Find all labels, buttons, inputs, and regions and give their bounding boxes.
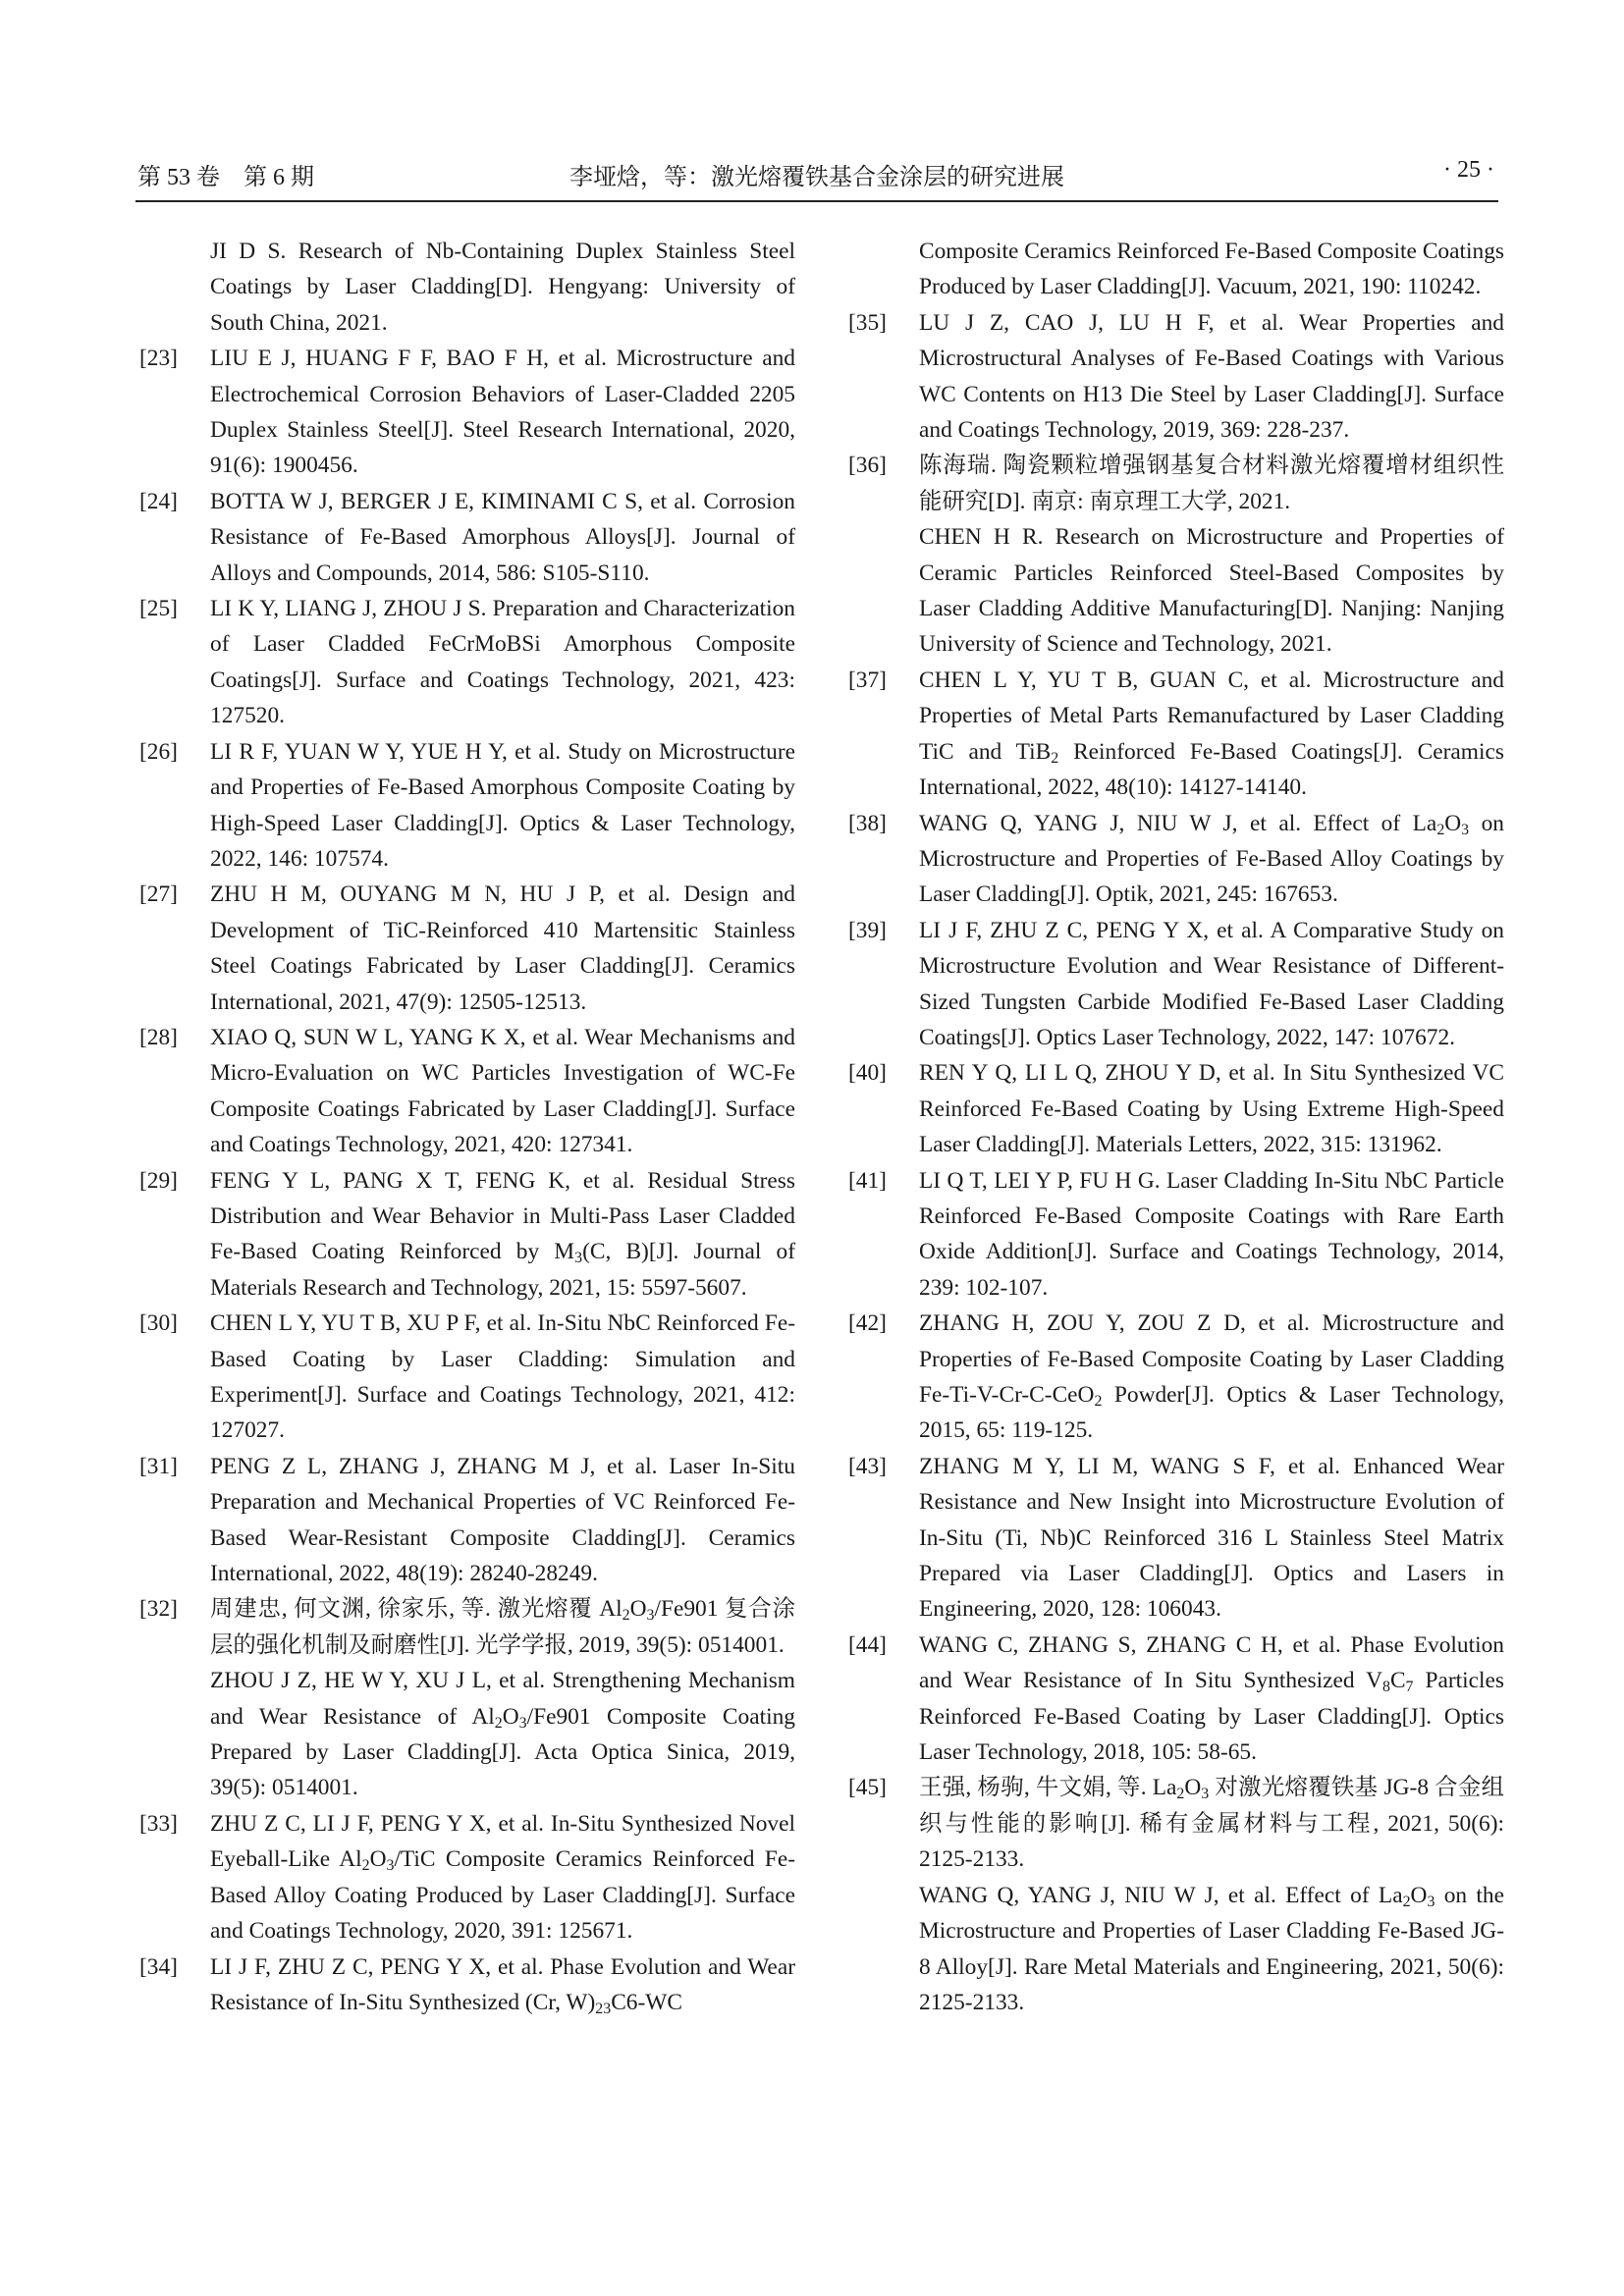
reference-text: [210, 341, 795, 484]
ref-text-run: XIAO Q, SUN W L, YANG K X, et al. Wear Mechanisms and Micro-Evaluation on WC Particles Investigation of WC-Fe Composite Coatings Fabricated by Laser Cladding[J]. Surface and Coatings Technology, 2021, 420: 127341.: [210, 1024, 795, 1158]
ref-text-run: LU J Z, CAO J, LU H F, et al. Wear Properties and Microstructural Analyses of Fe-Based Coatings with Various WC Contents on H13 Die Steel by Laser Cladding[J]. Surface and Coatings Technology, 2019, 369: 228-237.: [919, 309, 1504, 444]
ref-text-run: ZHANG M Y, LI M, WANG S F, et al. Enhanced Wear Resistance and New Insight into Microstructure Evolution of In-Situ (Ti, Nb)C Reinforced 316 L Stainless Steel Matrix Prepared via Laser Cladding[J]. Optics and Lasers in Engineering, 2020, 128: 106043.: [919, 1453, 1504, 1623]
ref-text-run: Composite Ceramics Reinforced Fe-Based Composite Coatings Produced by Laser Cladding[J]. Vacuum, 2021, 190: 110242.: [919, 239, 1504, 300]
reference-text: [210, 484, 795, 591]
reference-number: [27]: [139, 881, 178, 908]
ref-text-run: 对激光熔覆铁基 JG-8 合金组织与性能的影响[J]. 稀有金属材料与工程, 2021, 50(6): 2125-2133.: [919, 1775, 1504, 1873]
subscript: 23: [595, 2000, 612, 2017]
ref-text-run: /Fe901 Composite Coating Prepared by Laser Cladding[J]. Acta Optica Sinica, 2019, 39(5): 0514001.: [210, 1703, 796, 1801]
reference-item: [846, 1449, 1504, 1628]
reference-number: [36]: [848, 453, 887, 479]
reference-item: [846, 1770, 1504, 2020]
reference-number: [42]: [848, 1310, 887, 1337]
subscript: 2: [1402, 1893, 1411, 1910]
ref-text-run: CHEN L Y, YU T B, XU P F, et al. In-Situ NbC Reinforced Fe-Based Coating by Laser Cladding: Simulation and Experiment[J]. Surface and Coatings Technology, 2021, 412: 127027.: [210, 1310, 795, 1444]
reference-text: [210, 1163, 795, 1307]
subscript: 3: [646, 1607, 655, 1625]
reference-item: [137, 1591, 795, 1805]
ref-text-run: BOTTA W J, BERGER J E, KIMINAMI C S, et al. Corrosion Resistance of Fe-Based Amorphous Alloys[J]. Journal of Alloys and Compounds, 2014, 586: S105-S110.: [210, 488, 795, 586]
ref-text-run: LI K Y, LIANG J, ZHOU J S. Preparation and Characterization of Laser Cladded FeCrMoBSi Amorphous Composite Coatings[J]. Surface and Coatings Technology, 2021, 423: 127520.: [210, 596, 795, 729]
reference-text: [919, 913, 1504, 1056]
reference-item: [137, 1806, 795, 1949]
reference-text: [919, 1306, 1504, 1449]
ref-text-run: ZHU H M, OUYANG M N, HU J P, et al. Design and Development of TiC-Reinforced 410 Martensitic Stainless Steel Coatings Fabricated by Laser Cladding[J]. Ceramics International, 2021, 47(9): 12505-12513.: [210, 881, 795, 1015]
reference-item: [137, 484, 795, 591]
reference-text: [919, 806, 1504, 913]
reference-translation: [210, 1663, 795, 1806]
ref-text-run: WANG Q, YANG J, NIU W J, et al. Effect of La: [919, 810, 1437, 836]
reference-number: [41]: [848, 1167, 887, 1194]
subscript: 2: [494, 1714, 503, 1732]
ref-text-run: REN Y Q, LI L Q, ZHOU Y D, et al. In Situ Synthesized VC Reinforced Fe-Based Coating by Using Extreme High-Speed Laser Cladding[J]. Materials Letters, 2022, 315: 131962.: [919, 1060, 1504, 1158]
ref-text-run: Particles Reinforced Fe-Based Coating by Laser Cladding[J]. Optics Laser Technology, 2018, 105: 58-65.: [919, 1668, 1504, 1766]
reference-text: [210, 877, 795, 1020]
reference-item: [137, 1449, 795, 1592]
ref-text-run: on Microstructure and Properties of Fe-Based Alloy Coatings by Laser Cladding[J]. Optik, 2021, 245: 167653.: [919, 810, 1504, 908]
subscript: 2: [1436, 821, 1445, 838]
ref-text-run: O: [1444, 810, 1462, 836]
reference-text: [919, 1163, 1504, 1307]
reference-item: [137, 1020, 795, 1163]
ref-text-run: ZHANG H, ZOU Y, ZOU Z D, et al. Microstructure and Properties of Fe-Based Composite Coating by Laser Cladding Fe-Ti-V-Cr-C-CeO: [919, 1310, 1504, 1408]
ref-text-run: O: [1184, 1775, 1202, 1801]
reference-number: [38]: [848, 810, 887, 836]
subscript: 2: [1094, 1392, 1103, 1410]
ref-text-run: CHEN L Y, YU T B, GUAN C, et al. Microstructure and Properties of Metal Parts Remanufactured by Laser Cladding TiC and TiB: [919, 667, 1504, 765]
reference-text: [919, 1449, 1504, 1628]
reference-number: [28]: [139, 1024, 178, 1050]
reference-text: [210, 1020, 795, 1163]
reference-number: [45]: [848, 1775, 887, 1801]
subscript: 3: [1201, 1786, 1210, 1803]
reference-text: [919, 1628, 1504, 1771]
ref-text-run: 周建忠, 何文渊, 徐家乐, 等. 激光熔覆 Al: [210, 1596, 623, 1623]
reference-text: [919, 1770, 1504, 1877]
ref-text-run: C: [1389, 1668, 1406, 1694]
reference-item: [137, 734, 795, 878]
reference-number: [34]: [139, 1953, 178, 1980]
subscript: 3: [386, 1857, 395, 1875]
ref-text-run: 王强, 杨驹, 牛文娟, 等. La: [919, 1775, 1177, 1801]
ref-text-run: LI Q T, LEI Y P, FU H G. Laser Cladding In-Situ NbC Particle Reinforced Fe-Based Composite Coatings with Rare Earth Oxide Addition[J]. Surface and Coatings Technology, 2014, 239: 102-107.: [919, 1167, 1504, 1301]
reference-text: [210, 1449, 795, 1592]
reference-item: [846, 806, 1504, 913]
reference-item: [137, 341, 795, 484]
reference-number: [35]: [848, 309, 887, 336]
page-number: · 25 ·: [1443, 157, 1494, 183]
reference-translation: [919, 1878, 1504, 2021]
subscript: 3: [1427, 1893, 1435, 1910]
ref-text-run: C6-WC: [611, 1989, 682, 2015]
subscript: 2: [622, 1607, 630, 1625]
reference-item: [846, 234, 1504, 305]
ref-text-run: O: [502, 1703, 519, 1730]
reference-number: [39]: [848, 917, 887, 943]
ref-text-run: JI D S. Research of Nb-Containing Duplex Stainless Steel Coatings by Laser Cladding[D]. Hengyang: University of South China, 2021.: [210, 239, 795, 336]
ref-text-run: Powder[J]. Optics & Laser Technology, 2015, 65: 119-125.: [919, 1382, 1504, 1444]
ref-text-run: LI J F, ZHU Z C, PENG Y X, et al. A Comparative Study on Microstructure Evolution and Wear Resistance of Different-Sized Tungsten Carbide Modified Fe-Based Laser Cladding Coatings[J]. Optics Laser Technology, 2022, 147: 107672.: [919, 917, 1504, 1050]
subscript: 2: [1176, 1786, 1185, 1803]
ref-text-run: PENG Z L, ZHANG J, ZHANG M J, et al. Laser In-Situ Preparation and Mechanical Properties of VC Reinforced Fe-Based Wear-Resistant Composite Cladding[J]. Ceramics International, 2022, 48(19): 28240-28249.: [210, 1453, 795, 1587]
reference-text: [919, 663, 1504, 806]
left-reference-column: [137, 234, 795, 2020]
reference-item: [137, 1306, 795, 1449]
ref-text-run: CHEN H R. Research on Microstructure and Properties of Ceramic Particles Reinforced Steel-Based Composites by Laser Cladding Additive Manufacturing[D]. Nanjing: Nanjing University of Science and Technology, 2021.: [919, 524, 1504, 658]
subscript: 3: [574, 1250, 583, 1267]
ref-text-run: WANG C, ZHANG S, ZHANG C H, et al. Phase Evolution and Wear Resistance of In Situ Synthesized V: [919, 1631, 1504, 1694]
subscript: 2: [361, 1857, 370, 1875]
reference-number: [23]: [139, 346, 178, 372]
ref-text-run: Reinforced Fe-Based Coatings[J]. Ceramics International, 2022, 48(10): 14127-14140.: [919, 738, 1504, 801]
reference-number: [24]: [139, 488, 178, 514]
reference-number: [40]: [848, 1060, 887, 1087]
reference-item: [137, 1949, 795, 2021]
reference-item: [846, 1163, 1504, 1307]
ref-text-run: O: [629, 1596, 647, 1623]
reference-text: [919, 448, 1504, 519]
subscript: 8: [1381, 1679, 1390, 1696]
ref-text-run: WANG Q, YANG J, NIU W J, et al. Effect of La: [919, 1882, 1403, 1908]
journal-volume-issue: 第 53 卷 第 6 期: [137, 165, 314, 190]
reference-item: [846, 1306, 1504, 1449]
reference-item: [137, 1163, 795, 1307]
reference-item: [846, 1055, 1504, 1162]
reference-text: [210, 234, 795, 341]
reference-number: [37]: [848, 667, 887, 693]
reference-text: [210, 1306, 795, 1449]
reference-number: [29]: [139, 1167, 178, 1194]
reference-text: [210, 1806, 795, 1949]
reference-number: [25]: [139, 596, 178, 622]
ref-text-run: LI R F, YUAN W Y, YUE H Y, et al. Study on Microstructure and Properties of Fe-Based Amorphous Composite Coating by High-Speed Laser Cladding[J]. Optics & Laser Technology, 2022, 146: 107574.: [210, 738, 795, 872]
reference-translation: [919, 519, 1504, 663]
reference-item: [846, 663, 1504, 806]
reference-item: [137, 234, 795, 341]
reference-number: [26]: [139, 738, 178, 765]
reference-number: [32]: [139, 1596, 178, 1623]
reference-item: [846, 448, 1504, 662]
reference-number: [44]: [848, 1631, 887, 1658]
subscript: 7: [1405, 1679, 1414, 1696]
ref-text-run: on the Microstructure and Properties of Laser Cladding Fe-Based JG-8 Alloy[J]. Rare Metal Materials and Engineering, 2021, 50(6): 2125-2133.: [919, 1882, 1504, 2015]
reference-number: [43]: [848, 1453, 887, 1479]
reference-text: [210, 1949, 795, 2021]
ref-text-run: FENG Y L, PANG X T, FENG K, et al. Residual Stress Distribution and Wear Behavior in Multi-Pass Laser Cladded Fe-Based Coating Reinforced by M: [210, 1167, 795, 1265]
reference-text: [919, 305, 1504, 449]
reference-number: [31]: [139, 1453, 178, 1479]
ref-text-run: O: [1410, 1882, 1428, 1908]
ref-text-run: /Fe901 复合涂层的强化机制及耐磨性[J]. 光学学报, 2019, 39(5): 0514001.: [210, 1596, 795, 1658]
ref-text-run: LI J F, ZHU Z C, PENG Y X, et al. Phase Evolution and Wear Resistance of In-Situ Synthesized (Cr, W): [210, 1953, 795, 2015]
reference-text: [919, 234, 1504, 305]
reference-number: [33]: [139, 1810, 178, 1837]
right-reference-column: [846, 234, 1504, 2020]
ref-text-run: ZHU Z C, LI J F, PENG Y X, et al. In-Situ Synthesized Novel Eyeball-Like Al: [210, 1810, 795, 1873]
subscript: 2: [1051, 749, 1059, 767]
reference-item: [846, 305, 1504, 449]
ref-text-run: 陈海瑞. 陶瓷颗粒增强钢基复合材料激光熔覆增材组织性能研究[D]. 南京: 南京理工大学, 2021.: [919, 453, 1504, 514]
reference-text: [210, 591, 795, 734]
reference-number: [30]: [139, 1310, 178, 1337]
subscript: 3: [1461, 821, 1470, 838]
ref-text-run: (C, B)[J]. Journal of Materials Research and Technology, 2021, 15: 5597-5607.: [210, 1239, 796, 1301]
running-title: 李垭焓，等：激光熔覆铁基合金涂层的研究进展: [569, 165, 1064, 190]
reference-text: [210, 1591, 795, 1663]
ref-text-run: /TiC Composite Ceramics Reinforced Fe-Based Alloy Coating Produced by Laser Cladding[J]. Surface and Coatings Technology, 2020, 391: 125671.: [210, 1846, 795, 1945]
subscript: 3: [518, 1714, 527, 1732]
reference-item: [846, 1628, 1504, 1771]
running-header: [135, 155, 1498, 202]
reference-item: [846, 913, 1504, 1056]
reference-item: [137, 591, 795, 734]
ref-text-run: ZHOU J Z, HE W Y, XU J L, et al. Strengthening Mechanism and Wear Resistance of Al: [210, 1668, 795, 1730]
reference-text: [210, 734, 795, 878]
reference-item: [137, 877, 795, 1020]
reference-text: [919, 1055, 1504, 1162]
ref-text-run: O: [369, 1846, 387, 1873]
ref-text-run: LIU E J, HUANG F F, BAO F H, et al. Microstructure and Electrochemical Corrosion Behaviors of Laser-Cladded 2205 Duplex Stainless Steel[J]. Steel Research International, 2020, 91(6): 1900456.: [210, 346, 795, 479]
